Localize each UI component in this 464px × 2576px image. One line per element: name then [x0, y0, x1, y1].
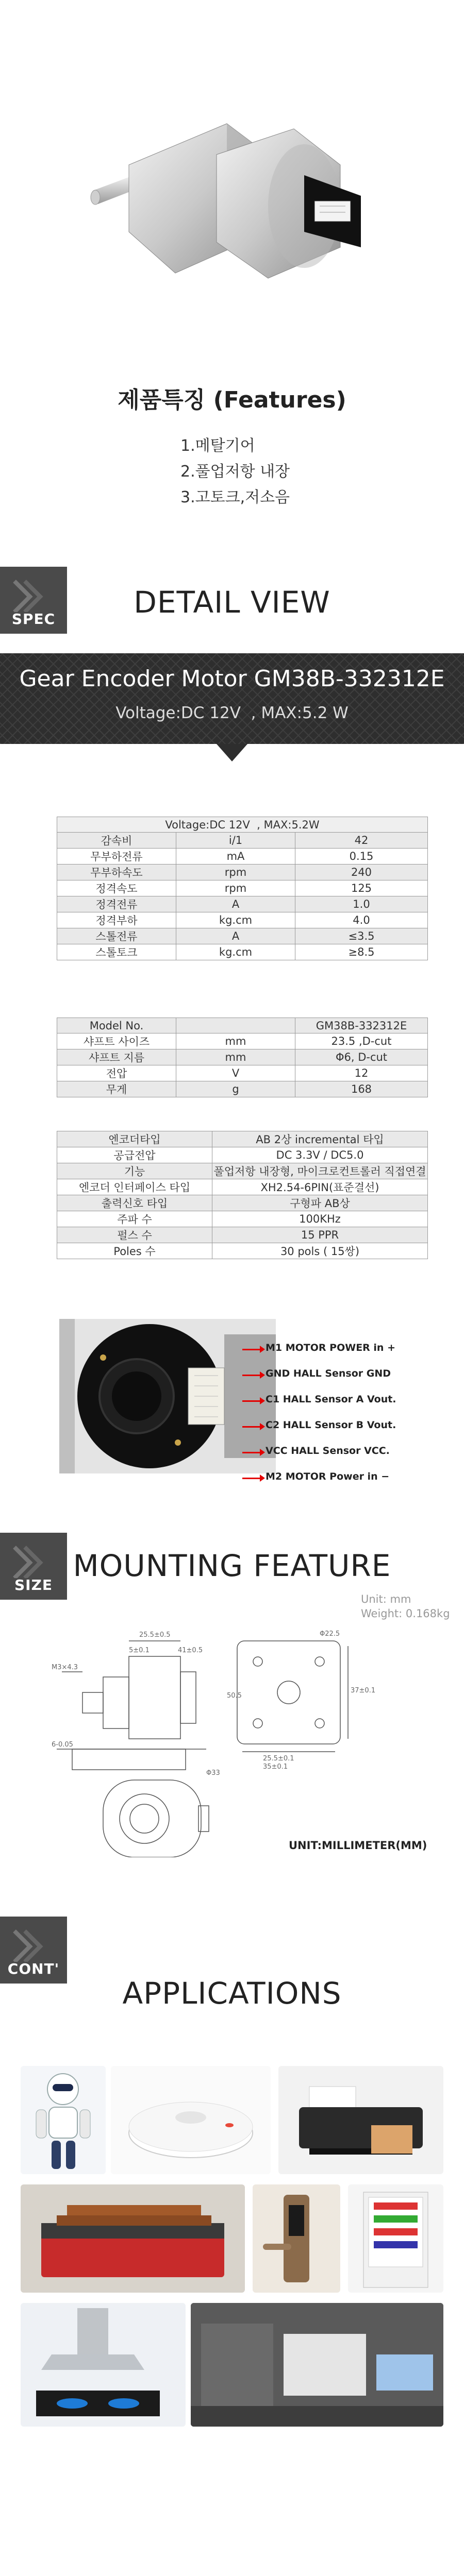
table-cell: 23.5 ,D-cut: [295, 1033, 428, 1049]
table-cell: 주파 수: [57, 1211, 212, 1227]
table-cell: 15 PPR: [212, 1227, 428, 1243]
features-title: 제품특징 (Features): [118, 387, 346, 413]
model-banner: [0, 653, 464, 744]
dim-label: 50.5: [227, 1692, 242, 1700]
cont-badge: [0, 1917, 67, 1984]
table-cell: 샤프트 지름: [57, 1049, 176, 1065]
table-cell: 공급전압: [57, 1147, 212, 1163]
table-cell: g: [176, 1081, 295, 1097]
table-cell: 전압: [57, 1065, 176, 1081]
table-cell: 4.0: [295, 912, 428, 928]
table-cell: rpm: [176, 865, 295, 880]
table-cell: 구형파 AB상: [212, 1195, 428, 1211]
grill-image: [21, 2184, 245, 2293]
table-cell: 125: [295, 880, 428, 896]
weight-label: Weight: 0.168kg: [361, 1607, 450, 1620]
dim-label: 5±0.1: [129, 1647, 150, 1654]
wire-label: VCC HALL Sensor VCC.: [266, 1445, 390, 1456]
table-cell: 엔코더타입: [57, 1131, 212, 1147]
wire-label: M2 MOTOR Power in −: [266, 1471, 390, 1482]
table-cell: XH2.54-6PIN(표준결선): [212, 1179, 428, 1195]
cont-badge-label: CONT': [7, 1960, 60, 1977]
table-cell: 스톨토크: [57, 944, 176, 960]
table-cell: A: [176, 896, 295, 912]
range-hood-image: [21, 2303, 186, 2427]
dim-label: 35±0.1: [263, 1763, 288, 1771]
table-cell: ≥8.5: [295, 944, 428, 960]
arrow-icon: [242, 1375, 263, 1376]
smart-home-image: [191, 2303, 443, 2427]
table-cell: 42: [295, 833, 428, 849]
banner-title: Gear Encoder Motor GM38B-332312E: [19, 666, 445, 692]
table-cell: kg.cm: [176, 912, 295, 928]
size-badge-label: SIZE: [14, 1577, 53, 1594]
table-cell: mA: [176, 849, 295, 865]
table-cell: Poles 수: [57, 1243, 212, 1259]
table-cell: GM38B-332312E: [295, 1018, 428, 1033]
dim-label: 25.5±0.5: [139, 1631, 171, 1639]
feature-item: 3.고토크,저소음: [180, 488, 290, 506]
banner-arrow: [217, 744, 247, 761]
table-cell: 펄스 수: [57, 1227, 212, 1243]
table-cell: 30 pols ( 15쌍): [212, 1243, 428, 1259]
arrow-icon: [242, 1478, 263, 1479]
spec-table-mechanical: [57, 1018, 428, 1097]
arrow-icon: [242, 1426, 263, 1428]
arrow-icon: [242, 1400, 263, 1402]
chevron-icon: [9, 1926, 45, 1962]
table-caption: Voltage:DC 12V , MAX:5.2W: [57, 817, 428, 833]
table-cell: 기능: [57, 1163, 212, 1179]
arrow-icon: [242, 1349, 263, 1350]
wire-label: C2 HALL Sensor B Vout.: [266, 1419, 396, 1431]
table-cell: i/1: [176, 833, 295, 849]
spec-table-encoder: [57, 1131, 428, 1259]
table-cell: 240: [295, 865, 428, 880]
wire-label: GND HALL Sensor GND: [266, 1368, 391, 1379]
door-lock-image: [253, 2184, 340, 2293]
mounting-drawing: [52, 1620, 412, 1857]
table-cell: 무부하속도: [57, 865, 176, 880]
robot-image: [21, 2066, 106, 2174]
table-cell: 풀업저항 내장형, 마이크로컨트롤러 직접연결: [212, 1163, 428, 1179]
dim-label: Φ22.5: [320, 1630, 340, 1638]
dim-label: 6-0.05: [52, 1741, 73, 1749]
table-cell: kg.cm: [176, 944, 295, 960]
table-cell: 스톨전류: [57, 928, 176, 944]
arrow-icon: [242, 1452, 263, 1453]
table-cell: ≤3.5: [295, 928, 428, 944]
wire-label: M1 MOTOR POWER in +: [266, 1342, 395, 1353]
spec-table-electrical: [57, 817, 428, 960]
table-cell: 무부하전류: [57, 849, 176, 865]
table-cell: Model No.: [57, 1018, 176, 1033]
table-cell: mm: [176, 1033, 295, 1049]
dim-label: 25.5±0.1: [263, 1755, 294, 1762]
table-cell: rpm: [176, 880, 295, 896]
feature-item: 2.풀업저항 내장: [180, 463, 290, 481]
table-cell: 1.0: [295, 896, 428, 912]
dim-label: Φ33: [206, 1769, 220, 1777]
robot-vacuum-image: [111, 2066, 271, 2174]
applications-title: APPLICATIONS: [122, 1976, 342, 2011]
table-cell: 정격속도: [57, 880, 176, 896]
table-cell: 정격부하: [57, 912, 176, 928]
wire-label: C1 HALL Sensor A Vout.: [266, 1394, 396, 1405]
spec-badge-label: SPEC: [11, 611, 56, 628]
table-cell: V: [176, 1065, 295, 1081]
table-cell: 168: [295, 1081, 428, 1097]
dim-label: 41±0.5: [178, 1647, 203, 1654]
dim-label: 37±0.1: [351, 1687, 376, 1694]
dim-label: M3×4.3: [52, 1664, 78, 1671]
table-cell: 0.15: [295, 849, 428, 865]
drawing-unit-label: UNIT:MILLIMETER(MM): [289, 1839, 427, 1852]
banner-subtitle: Voltage:DC 12V , MAX:5.2 W: [115, 704, 349, 722]
gear-motor-photo: [72, 77, 382, 345]
table-cell: 샤프트 사이즈: [57, 1033, 176, 1049]
vending-machine-image: [348, 2184, 443, 2293]
unit-label: Unit: mm: [361, 1593, 411, 1605]
table-cell: 감속비: [57, 833, 176, 849]
table-cell: 정격전류: [57, 896, 176, 912]
feature-item: 1.메탈기어: [180, 437, 255, 455]
table-cell: 무게: [57, 1081, 176, 1097]
printer-image: [278, 2066, 443, 2174]
mounting-title: MOUNTING FEATURE: [73, 1548, 391, 1583]
table-cell: [176, 1018, 295, 1033]
table-cell: 12: [295, 1065, 428, 1081]
table-cell: 100KHz: [212, 1211, 428, 1227]
table-cell: DC 3.3V / DC5.0: [212, 1147, 428, 1163]
table-cell: AB 2상 incremental 타입: [212, 1131, 428, 1147]
table-cell: Φ6, D-cut: [295, 1049, 428, 1065]
table-cell: mm: [176, 1049, 295, 1065]
unit-note: [361, 1592, 450, 1621]
table-cell: 출력신호 타입: [57, 1195, 212, 1211]
detail-view-title: DETAIL VIEW: [134, 585, 330, 620]
encoder-board-photo: [59, 1319, 276, 1473]
table-cell: 엔코더 인터페이스 타입: [57, 1179, 212, 1195]
table-cell: A: [176, 928, 295, 944]
